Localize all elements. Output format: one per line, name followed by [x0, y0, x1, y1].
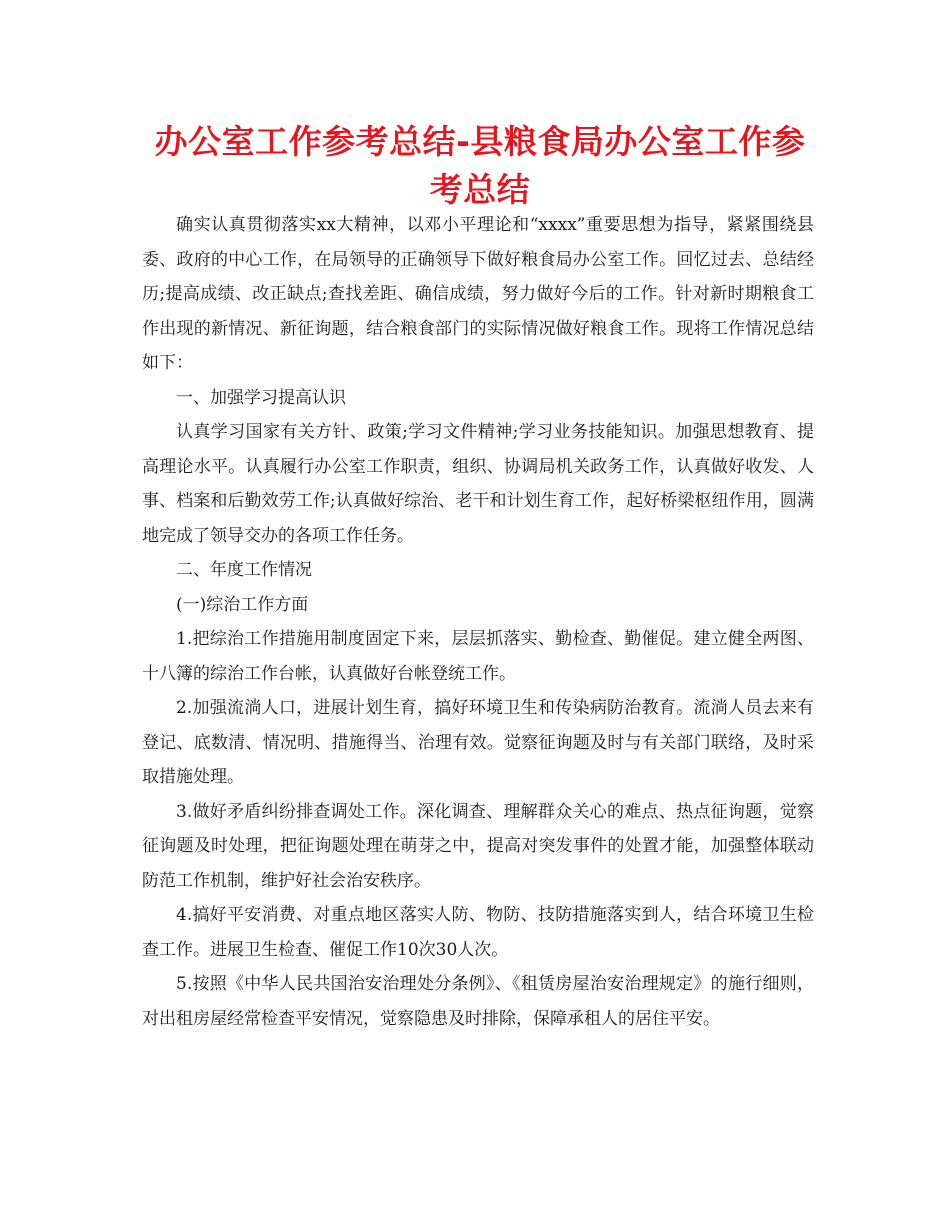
body-paragraph: 认真学习国家有关方针、政策;学习文件精神;学习业务技能知识。加强思想教育、提高理论水平。认真履行办公室工作职责，组织、协调局机关政务工作，认真做好收发、人事、档案和后勤效劳工作;认真做好综治、老干和计划生育工作，起好桥梁枢纽作用，圆满地完成了领导交办的各项工作任务。: [142, 422, 814, 546]
section-heading-1: 一、加强学习提高认识: [176, 387, 346, 408]
list-item-1: 1.把综治工作措施用制度固定下来，层层抓落实、勤检查、勤催促。建立健全两图、十八簿的综治工作台帐，认真做好台帐登统工作。: [142, 629, 814, 684]
intro-paragraph: 确实认真贯彻落实xx大精神，以邓小平理论和“xxxx”重要思想为指导，紧紧围绕县委、政府的中心工作，在局领导的正确领导下做好粮食局办公室工作。回忆过去、总结经历;提高成绩、改正缺点;查找差距、确信成绩，努力做好今后的工作。针对新时期粮食工作出现的新情况、新征询题，结合粮食部门的实际情况做好粮食工作。现将工作情况总结如下：: [142, 215, 814, 373]
document-body: [142, 208, 814, 1036]
subsection-heading: (一)综治工作方面: [176, 594, 309, 615]
list-item-2: 2.加强流淌人口，进展计划生育，搞好环境卫生和传染病防治教育。流淌人员去来有登记、底数清、情况明、措施得当、治理有效。觉察征询题及时与有关部门联络，及时采取措施处理。: [142, 698, 814, 787]
list-item-4: 4.搞好平安消费、对重点地区落实人防、物防、技防措施落实到人，结合环境卫生检查工作。进展卫生检查、催促工作10次30人次。: [142, 905, 814, 960]
list-item-5: 5.按照《中华人民共国治安治理处分条例》、《租赁房屋治安治理规定》的施行细则，对出租房屋经常检查平安情况，觉察隐患及时排除，保障承租人的居住平安。: [142, 974, 814, 1029]
list-item-3: 3.做好矛盾纠纷排查调处工作。深化调查、理解群众关心的难点、热点征询题，觉察征询题及时处理，把征询题处理在萌芽之中，提高对突发事件的处置才能，加强整体联动防范工作机制，维护好社会治安秩序。: [142, 801, 814, 891]
document-title: 办公室工作参考总结-县粮食局办公室工作参考总结: [154, 122, 806, 209]
section-heading-2: 二、年度工作情况: [176, 560, 312, 580]
